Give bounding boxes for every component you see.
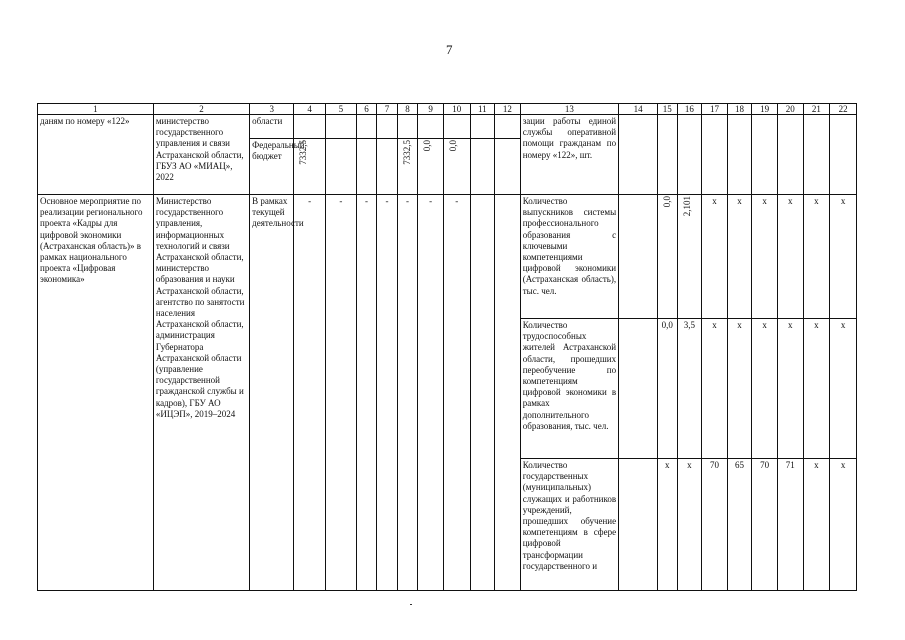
cell-indicator: зации работы единой службы оперативной помощи гражданам по номеру «122», шт.	[520, 115, 618, 195]
cell-value: x	[803, 319, 830, 459]
cell-value: 70	[752, 459, 778, 591]
header-cell: 3	[250, 104, 294, 115]
cell-executor: Министерство государственного управления, информационных технологий и связи Астраханской области, министерство образования и науки Астраханской области, агентство по занятости населения Астраханской области, администрация Губернатора Астраханской области (управление государственной гражданской службы и кадров), ГБУ АО «ИЦЭП», 2019–2024	[153, 195, 249, 591]
header-cell: 10	[443, 104, 470, 115]
cell-value: x	[727, 195, 752, 319]
cell-value: -	[418, 195, 444, 591]
cell-value: 70	[702, 459, 728, 591]
header-cell: 4	[294, 104, 326, 115]
cell-value: x	[830, 459, 857, 591]
cell-value: 71	[777, 459, 803, 591]
header-cell: 1	[38, 104, 154, 115]
cell-source: В рамках текущей деятельности	[250, 195, 294, 591]
header-cell: 22	[830, 104, 857, 115]
cell-value: x	[702, 195, 728, 319]
cell-value: x	[803, 459, 830, 591]
cell-executor: министерство государственного управления и связи Астраханской области, ГБУЗ АО «МИАЦ», 2022	[153, 115, 249, 195]
cell-value: x	[830, 195, 857, 319]
page-number: 7	[446, 42, 453, 57]
header-cell: 17	[702, 104, 728, 115]
header-cell: 8	[397, 104, 418, 115]
header-cell: 2	[153, 104, 249, 115]
table-row	[38, 195, 857, 319]
cell-value: 65	[727, 459, 752, 591]
cell-value: 0,0	[662, 196, 673, 208]
cell-indicator: Количество трудоспособных жителей Астраханской области, прошедших переобучение по компетенциям цифровой экономики в рамках дополнительного образования, тыс. чел.	[520, 319, 618, 459]
cell-value: x	[752, 319, 778, 459]
cell-value: x	[702, 319, 728, 459]
cell-measure-name: Основное мероприятие по реализации регионального проекта «Кадры для цифровой экономики (Астраханская область)» в рамках национального проекта «Цифровая экономика»	[38, 195, 154, 591]
cell-value: -	[397, 195, 418, 591]
cell-value: 0,0	[422, 140, 433, 152]
cell-value: -	[443, 195, 470, 591]
cell-value: -	[326, 195, 357, 591]
header-cell: 7	[377, 104, 398, 115]
cell-value: x	[658, 459, 677, 591]
budget-table	[37, 103, 857, 591]
cell-value: 3,5	[677, 319, 702, 459]
cell-value: 0,0	[447, 140, 458, 152]
header-cell: 13	[520, 104, 618, 115]
header-cell: 6	[356, 104, 377, 115]
header-cell: 18	[727, 104, 752, 115]
header-cell: 12	[495, 104, 521, 115]
header-cell: 14	[619, 104, 658, 115]
header-cell: 5	[326, 104, 357, 115]
header-cell: 16	[677, 104, 702, 115]
scan-speck	[410, 604, 412, 605]
cell-value: x	[803, 195, 830, 319]
header-row	[38, 104, 857, 115]
cell-value: x	[777, 195, 803, 319]
cell-value: x	[830, 319, 857, 459]
cell-value: x	[677, 459, 702, 591]
header-cell: 20	[777, 104, 803, 115]
cell-indicator: Количество государственных (муниципальных) служащих и работников учреждений, прошедших обучение компетенциям в сфере цифровой трансформации государственного и	[520, 459, 618, 591]
cell-value: x	[777, 319, 803, 459]
cell-value: 7332,5	[298, 140, 309, 165]
cell-measure-name: даням по номеру «122»	[38, 115, 154, 195]
cell-value: -	[356, 195, 377, 591]
cell-source: Федеральный бюджет	[250, 139, 294, 195]
cell-value: 0,0	[658, 319, 677, 459]
header-cell: 11	[470, 104, 495, 115]
cell-value: 2,101	[681, 196, 692, 217]
cell-value: 7332,5	[401, 140, 412, 165]
cell-value: x	[727, 319, 752, 459]
header-cell: 19	[752, 104, 778, 115]
cell-value: x	[752, 195, 778, 319]
header-cell: 9	[418, 104, 444, 115]
cell-value: -	[377, 195, 398, 591]
cell-source: области	[250, 115, 294, 139]
table-row	[38, 115, 857, 139]
header-cell: 15	[658, 104, 677, 115]
cell-indicator: Количество выпускников системы профессионального образования с ключевыми компетенциями цифровой экономики (Астраханская область), тыс. чел.	[520, 195, 618, 319]
header-cell: 21	[803, 104, 830, 115]
cell-value: -	[294, 195, 326, 591]
